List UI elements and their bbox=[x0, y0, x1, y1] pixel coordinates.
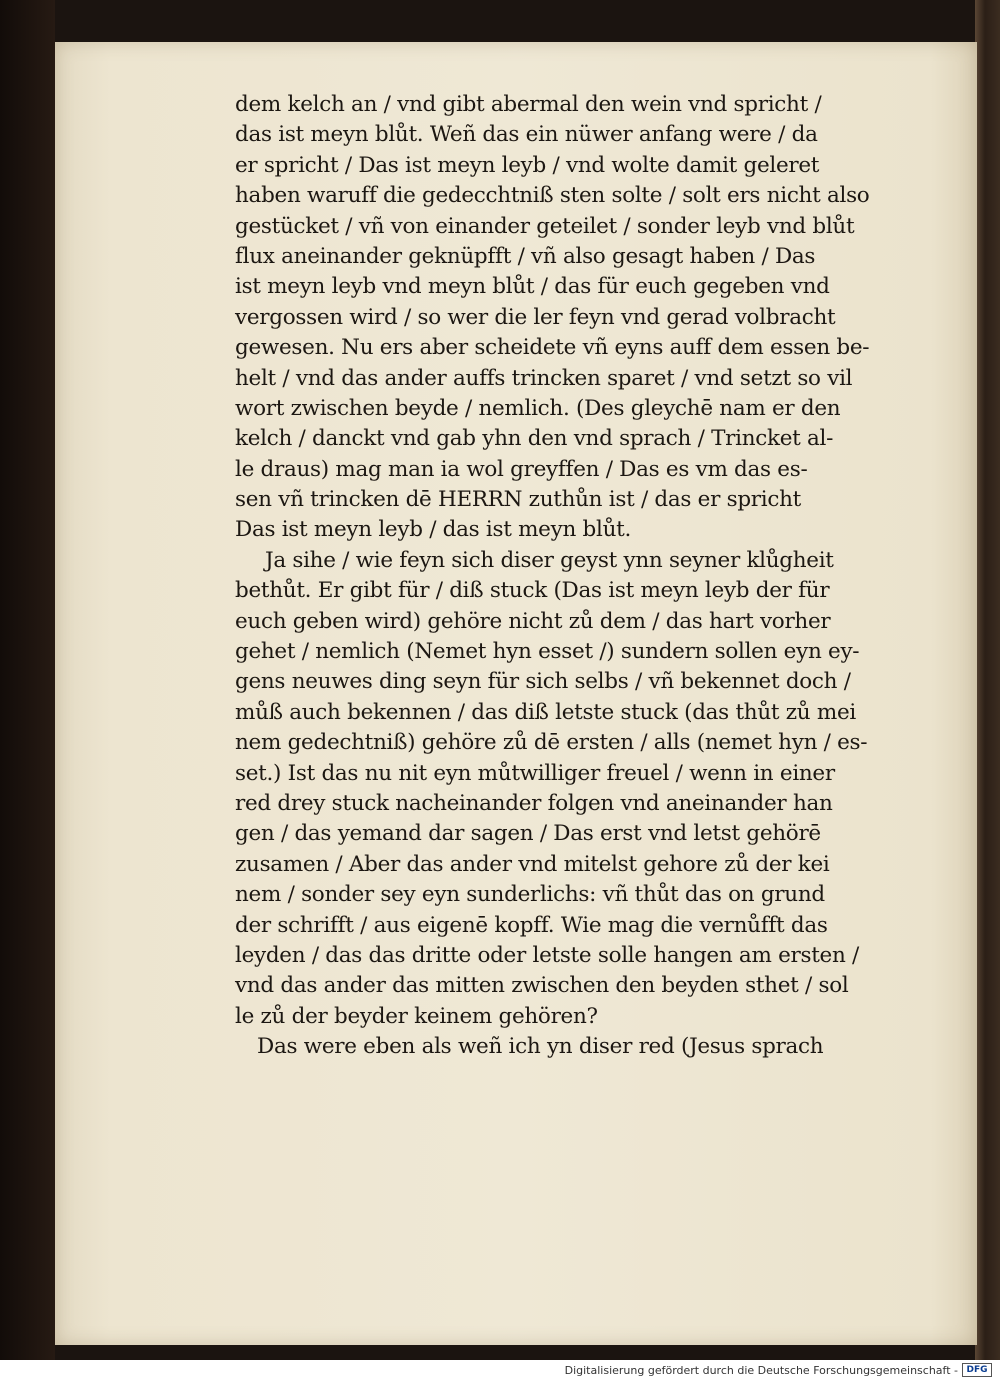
text-line: set.) Ist das nu nit eyn můtwilliger freuel / wenn in einer bbox=[235, 760, 835, 786]
text-line: flux aneinander geknüpfft / vñ also gesagt haben / Das bbox=[235, 243, 816, 269]
text-line: Ja sihe / wie feyn sich diser geyst ynn seyner klůgheit bbox=[265, 547, 834, 573]
book-edge-right bbox=[975, 0, 1000, 1360]
text-line: vnd das ander das mitten zwischen den beyden sthet / sol bbox=[235, 973, 849, 999]
text-line: le zů der beyder keinem gehören? bbox=[235, 1003, 598, 1029]
text-line: gen / das yemand dar sagen / Das erst vnd letst gehörē bbox=[235, 821, 821, 847]
text-line: haben waruff die gedecchtniß sten solte / solt ers nicht also bbox=[235, 183, 870, 209]
text-line: gewesen. Nu ers aber scheidete vñ eyns auff dem essen be- bbox=[235, 335, 870, 361]
text-line: helt / vnd das ander auffs trincken sparet / vnd setzt so vil bbox=[235, 365, 853, 391]
text-line: Das ist meyn leyb / das ist meyn blůt. bbox=[235, 517, 631, 543]
text-line: nem gedechtniß) gehöre zů dē ersten / alls (nemet hyn / es- bbox=[235, 730, 868, 756]
text-line: bethůt. Er gibt für / diß stuck (Das ist meyn leyb der für bbox=[235, 578, 830, 604]
text-line: vergossen wird / so wer die ler feyn vnd gerad volbracht bbox=[235, 304, 836, 330]
text-line: le draus) mag man ia wol greyffen / Das es vm das es- bbox=[235, 456, 808, 482]
text-line: er spricht / Das ist meyn leyb / vnd wolte damit geleret bbox=[235, 152, 820, 178]
text-line: sen vñ trincken dē HERRN zuthůn ist / das er spricht bbox=[235, 487, 801, 513]
text-line: euch geben wird) gehöre nicht zů dem / das hart vorher bbox=[235, 608, 831, 634]
footer-bar bbox=[0, 1360, 1000, 1381]
text-line: red drey stuck nacheinander folgen vnd aneinander han bbox=[235, 790, 833, 816]
text-line: dem kelch an / vnd gibt abermal den wein vnd spricht / bbox=[235, 92, 822, 117]
text-line: můß auch bekennen / das diß letste stuck (das thůt zů mei bbox=[235, 699, 856, 725]
funding-credit: Digitalisierung gefördert durch die Deutsche Forschungsgemeinschaft - bbox=[564, 1364, 958, 1377]
page-text bbox=[235, 90, 935, 1063]
text-line: das ist meyn blůt. Weñ das ein nüwer anfang were / da bbox=[235, 122, 818, 148]
text-line: zusamen / Aber das ander vnd mitelst gehore zů der kei bbox=[235, 851, 830, 877]
text-line: gestücket / vñ von einander geteilet / sonder leyb vnd blůt bbox=[235, 213, 855, 239]
text-line: gens neuwes ding seyn für sich selbs / vñ bekennet doch / bbox=[235, 669, 851, 695]
text-line: ist meyn leyb vnd meyn blůt / das für euch gegeben vnd bbox=[235, 274, 830, 300]
text-line: wort zwischen beyde / nemlich. (Des gleychē nam er den bbox=[235, 395, 841, 421]
text-line: Das were eben als weñ ich yn diser red (Jesus sprach bbox=[257, 1034, 824, 1060]
dfg-logo: DFG bbox=[962, 1363, 992, 1377]
text-line: der schrifft / aus eigenē kopff. Wie mag die vernůfft das bbox=[235, 912, 828, 938]
text-line: nem / sonder sey eyn sunderlichs: vñ thůt das on grund bbox=[235, 882, 825, 908]
text-line: kelch / danckt vnd gab yhn den vnd sprach / Trincket al- bbox=[235, 426, 834, 452]
book-edge-left bbox=[0, 0, 55, 1360]
text-line: gehet / nemlich (Nemet hyn esset /) sundern sollen eyn ey- bbox=[235, 639, 860, 665]
text-line: leyden / das das dritte oder letste solle hangen am ersten / bbox=[235, 942, 859, 968]
